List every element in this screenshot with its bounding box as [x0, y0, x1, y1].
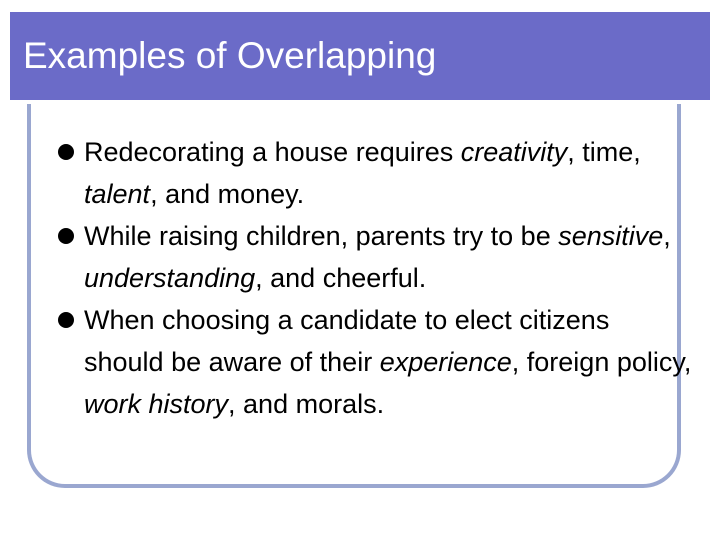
bullet-dot-icon [58, 144, 74, 160]
bullet-item [54, 131, 694, 215]
bullet-text: Redecorating a house requires creativity, time, talent, and money. [84, 137, 641, 209]
slide-title: Examples of Overlapping [23, 35, 437, 76]
bullet-text: While raising children, parents try to be sensitive, understanding, and cheerful. [84, 221, 671, 293]
bullet-item [54, 215, 694, 299]
bullet-item [54, 299, 694, 425]
bullet-list [54, 131, 694, 425]
bullet-text: When choosing a candidate to elect citizens should be aware of their experience, foreign policy, work history, and morals. [84, 305, 692, 419]
bullet-dot-icon [58, 312, 74, 328]
bullet-dot-icon [58, 228, 74, 244]
